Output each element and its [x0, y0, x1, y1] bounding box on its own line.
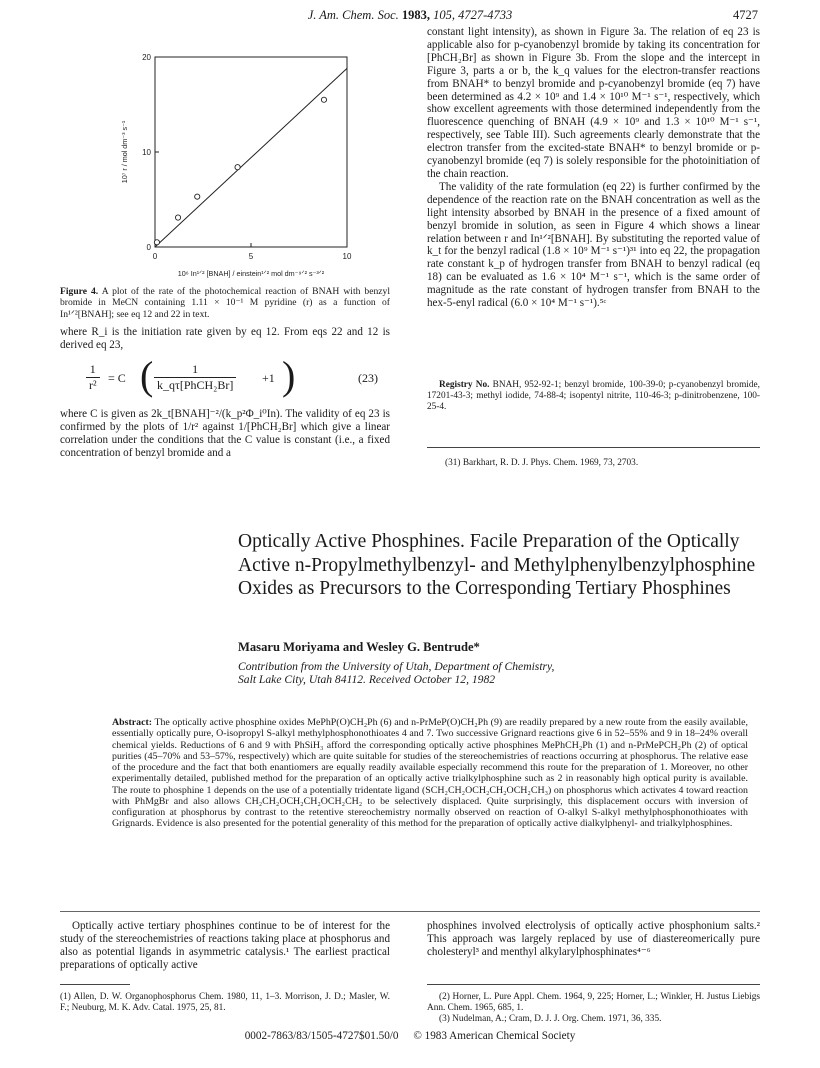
registry-text: BNAH, 952-92-1; benzyl bromide, 100-39-0; p-cyanobenzyl bromide, 17201-43-3; methyl iodide, 74-88-4; isopentyl nitrite, 110-46-3; p-dinitrobenzene, 100-25-4. — [427, 380, 760, 413]
intro-right — [427, 920, 760, 959]
eq-equals-c: = C — [108, 371, 126, 385]
article-title: Optically Active Phosphines. Facile Preparation of the Optically Active n-Propylmethylbenzyl- and Methylphenylbenzylphosphine Oxides as Precursors to the Corresponding Tertiary Phosphines — [238, 531, 756, 600]
data-point — [175, 215, 180, 220]
fit-line — [155, 68, 347, 247]
left-column — [60, 326, 390, 352]
figure-4-chart — [100, 40, 390, 288]
page-number: 4727 — [733, 8, 758, 22]
data-point — [235, 165, 240, 170]
footnote-2: (2) Horner, L. Pure Appl. Chem. 1964, 9, 225; Horner, L.; Winkler, H. Justus Liebigs Ann. Chem. 1965, 685, 1. — [427, 992, 760, 1014]
affiliation-line-2: Salt Lake City, Utah 84112. Received October 12, 1982 — [238, 673, 496, 687]
running-header — [0, 8, 820, 23]
y-tick-label: 10 — [142, 148, 151, 157]
eq-lhs-num: 1 — [86, 362, 100, 378]
abstract-divider — [60, 911, 760, 912]
y-axis-label: 10⁷ r / mol dm⁻³ s⁻¹ — [120, 120, 129, 184]
eq-number: (23) — [358, 371, 378, 385]
figure-caption — [60, 286, 390, 320]
right-paragraph-2: The validity of the rate formulation (eq 22) is further confirmed by the dependence of the reaction rate on the BNAH concentration as well as the light intensity absorbed by BNAH in the presence of a fixed amount of benzyl bromide in solution, as seen in Figure 4 which shows a linear relation between r and In¹ᐟ²[BNAH]. By substituting the reported value of k_t for the benzyl radical (1.8 × 10⁹ M⁻¹ s⁻¹)³¹ into eq 22, the propagation rate constant k_p of hydrogen transfer from BNAH to benzyl radical (eq 18) can be evaluated as 1.6 × 10⁴ M⁻¹ s⁻¹, which is the same order of magnitude as the rate constant of hydrogen transfer from BNAH to the hex-5-enyl radical (6.0 × 10⁴ M⁻¹ s⁻¹).⁵ᶜ — [427, 180, 760, 310]
footnote-rule-right — [427, 984, 760, 985]
eq-inner-num: 1 — [154, 362, 236, 378]
footnote-rule-left — [60, 984, 130, 985]
journal-pages: 4727-4733 — [458, 8, 513, 22]
y-tick-label: 20 — [142, 53, 151, 62]
x-tick-label: 0 — [152, 252, 158, 261]
page-footer — [0, 1030, 820, 1042]
y-tick-label: 0 — [146, 243, 151, 252]
left-paragraph-2: where C is given as 2k_t[BNAH]⁻²/(k_p²Φ_i⁰In). The validity of eq 23 is confirmed by the plots of 1/r² against 1/[PhCH₂Br] which give a linear correlation under the conditions that the C value is constant (i.e., a fixed concentration of benzyl bromide and a — [60, 408, 390, 459]
journal-volume: 105, — [433, 8, 456, 22]
x-tick-label: 5 — [248, 252, 254, 261]
footer-code: 0002-7863/83/1505-4727$01.50/0 — [244, 1030, 399, 1042]
x-axis-label: 10⁶ In¹ᐟ² [BNAH] / einstein¹ᐟ² mol dm⁻⁹ᐟ² s⁻³ᐟ² — [177, 269, 325, 278]
abstract-label: Abstract: — [112, 717, 153, 728]
footnotes-right — [427, 992, 760, 1026]
eq-right-paren: ) — [282, 353, 296, 398]
journal-name: J. Am. Chem. Soc. — [307, 8, 399, 22]
plot-area — [120, 53, 352, 278]
eq-left-paren: ( — [140, 353, 154, 398]
equation-23 — [86, 353, 390, 404]
article-authors: Masaru Moriyama and Wesley G. Bentrude* — [238, 640, 480, 654]
figure-caption-text: A plot of the rate of the photochemical reaction of BNAH with benzyl bromide in MeCN containing 1.11 × 10⁻¹ M pyridine (r) as a function of In¹ᐟ²[BNAH]; see eq 12 and 22 in text. — [60, 286, 390, 320]
abstract-text: The optically active phosphine oxides MePhP(O)CH₂Ph (6) and n-PrMeP(O)CH₂Ph (9) are readily prepared by a new route from the easily available, essentially optically pure, O-isopropyl S-alkyl methylphosphonothioates 4 and 7. Two successive Grignard reactions give 6 in 52–55% and 9 in 18–24% overall chemical yields. Reductions of 6 and 9 with PhSiH₃ afford the corresponding optically active phosphines MePhCH₂Ph (1) and n-PrMePCH₂Ph (2) of optical purities (45–70% and 53–57%, respectively) which are quite suitable for studies of the stereochemistries of reactions occurring at phosphorus. The relative ease of the procedure and the fact that both enantiomers are equally readily available especially recommend this route for the preparation of 1. Moreover, no other experimentally detailed, published method for the preparation of an optically active trialkylphosphine such as 2 in reasonably high optical purity is available. The route to phosphine 1 depends on the use of a potentially tridentate ligand (SCH₂CH₂OCH₂CH₂OCH₂CH₃) on phosphorus which activates 4 toward reaction with PhMgBr and also allows CH₂CH₂OCH₂CH₂OCH₂CH₂ to be selectively displaced. Quite surprisingly, this displacement occurs with inversion of configuration at phosphorus by contrast to the retentive stereochemistry normally observed on reaction of O-alkyl S-alkyl methylphosphonothioates with Grignards. Evidence is also presented for the potential generality of this method for the preparation of optically active dialkylphenyl- and trialkylphosphines. — [112, 717, 748, 830]
footer-copyright: © 1983 American Chemical Society — [413, 1030, 576, 1042]
registry-numbers — [427, 380, 760, 414]
intro-right-text: phosphines involved electrolysis of optically active phosphonium salts.² This approach was largely replaced by use of diastereomerically pure cholesteryl³ and menthyl alkylarylphosphinates⁴⁻⁶ — [427, 920, 760, 958]
plot-frame — [155, 57, 347, 247]
article-affiliation — [238, 660, 554, 687]
data-point — [154, 240, 159, 245]
left-paragraph-1: where R_i is the initiation rate given by eq 12. From eqs 22 and 12 is derived eq 23, — [60, 326, 390, 351]
figure-label: Figure 4. — [60, 286, 99, 297]
footnote-3: (3) Nudelman, A.; Cram, D. J. J. Org. Chem. 1971, 36, 335. — [439, 1014, 662, 1025]
footnote-1: (1) Allen, D. W. Organophosphorus Chem. 1980, 11, 1–3. Morrison, J. D.; Masler, W. F.; Neuburg, M. K. Adv. Catal. 1975, 25, 81. — [60, 992, 390, 1014]
abstract — [112, 717, 748, 830]
journal-year: 1983, — [401, 8, 431, 22]
footnote-divider — [427, 447, 760, 448]
eq-plus-one: +1 — [262, 371, 275, 385]
intro-left — [60, 920, 390, 972]
registry-label: Registry No. — [439, 380, 490, 390]
eq-lhs-den: r² — [89, 378, 97, 392]
footnote-31: (31) Barkhart, R. D. J. Phys. Chem. 1969, 73, 2703. — [445, 458, 639, 468]
intro-left-text: Optically active tertiary phosphines continue to be of interest for the study of the stereochemistries of reactions taking place at phosphorus and also as potential ligands in asymmetric catalysis.¹ The earliest practical preparations of optically active — [60, 920, 390, 971]
x-tick-label: 10 — [342, 252, 352, 261]
data-point — [321, 97, 326, 102]
right-paragraph-1: constant light intensity), as shown in Figure 3a. The relation of eq 23 is applicable also for p-cyanobenzyl bromide by taking its concentration for [PhCH₂Br] as shown in Figure 3b. From the slope and the intercept in Figure 3, parts a or b, the k_q values for the electron-transfer reactions from BNAH* to benzyl bromide and p-cyanobenzyl bromide (eq 7) have been determined as 4.2 × 10⁹ and 1.4 × 10¹⁰ M⁻¹ s⁻¹, respectively, which show excellent agreements with those determined independently from the fluorescence quenching of BNAH (4.9 × 10⁹ and 1.3 × 10¹⁰ M⁻¹ s⁻¹, respectively, see Table III). Such agreements clearly demonstrate that the electron transfer from the excited-state BNAH* to benzyl bromide or p-cyanobenzyl bromide (eq 7) is solely responsible for the photoinitiation of the chain reaction. — [427, 26, 760, 180]
affiliation-line-1: Contribution from the University of Utah, Department of Chemistry, — [238, 660, 555, 673]
right-column — [427, 26, 760, 310]
data-point — [195, 194, 200, 199]
left-column-2 — [60, 408, 390, 460]
eq-inner-den: k_qτ[PhCH₂Br] — [157, 378, 234, 392]
